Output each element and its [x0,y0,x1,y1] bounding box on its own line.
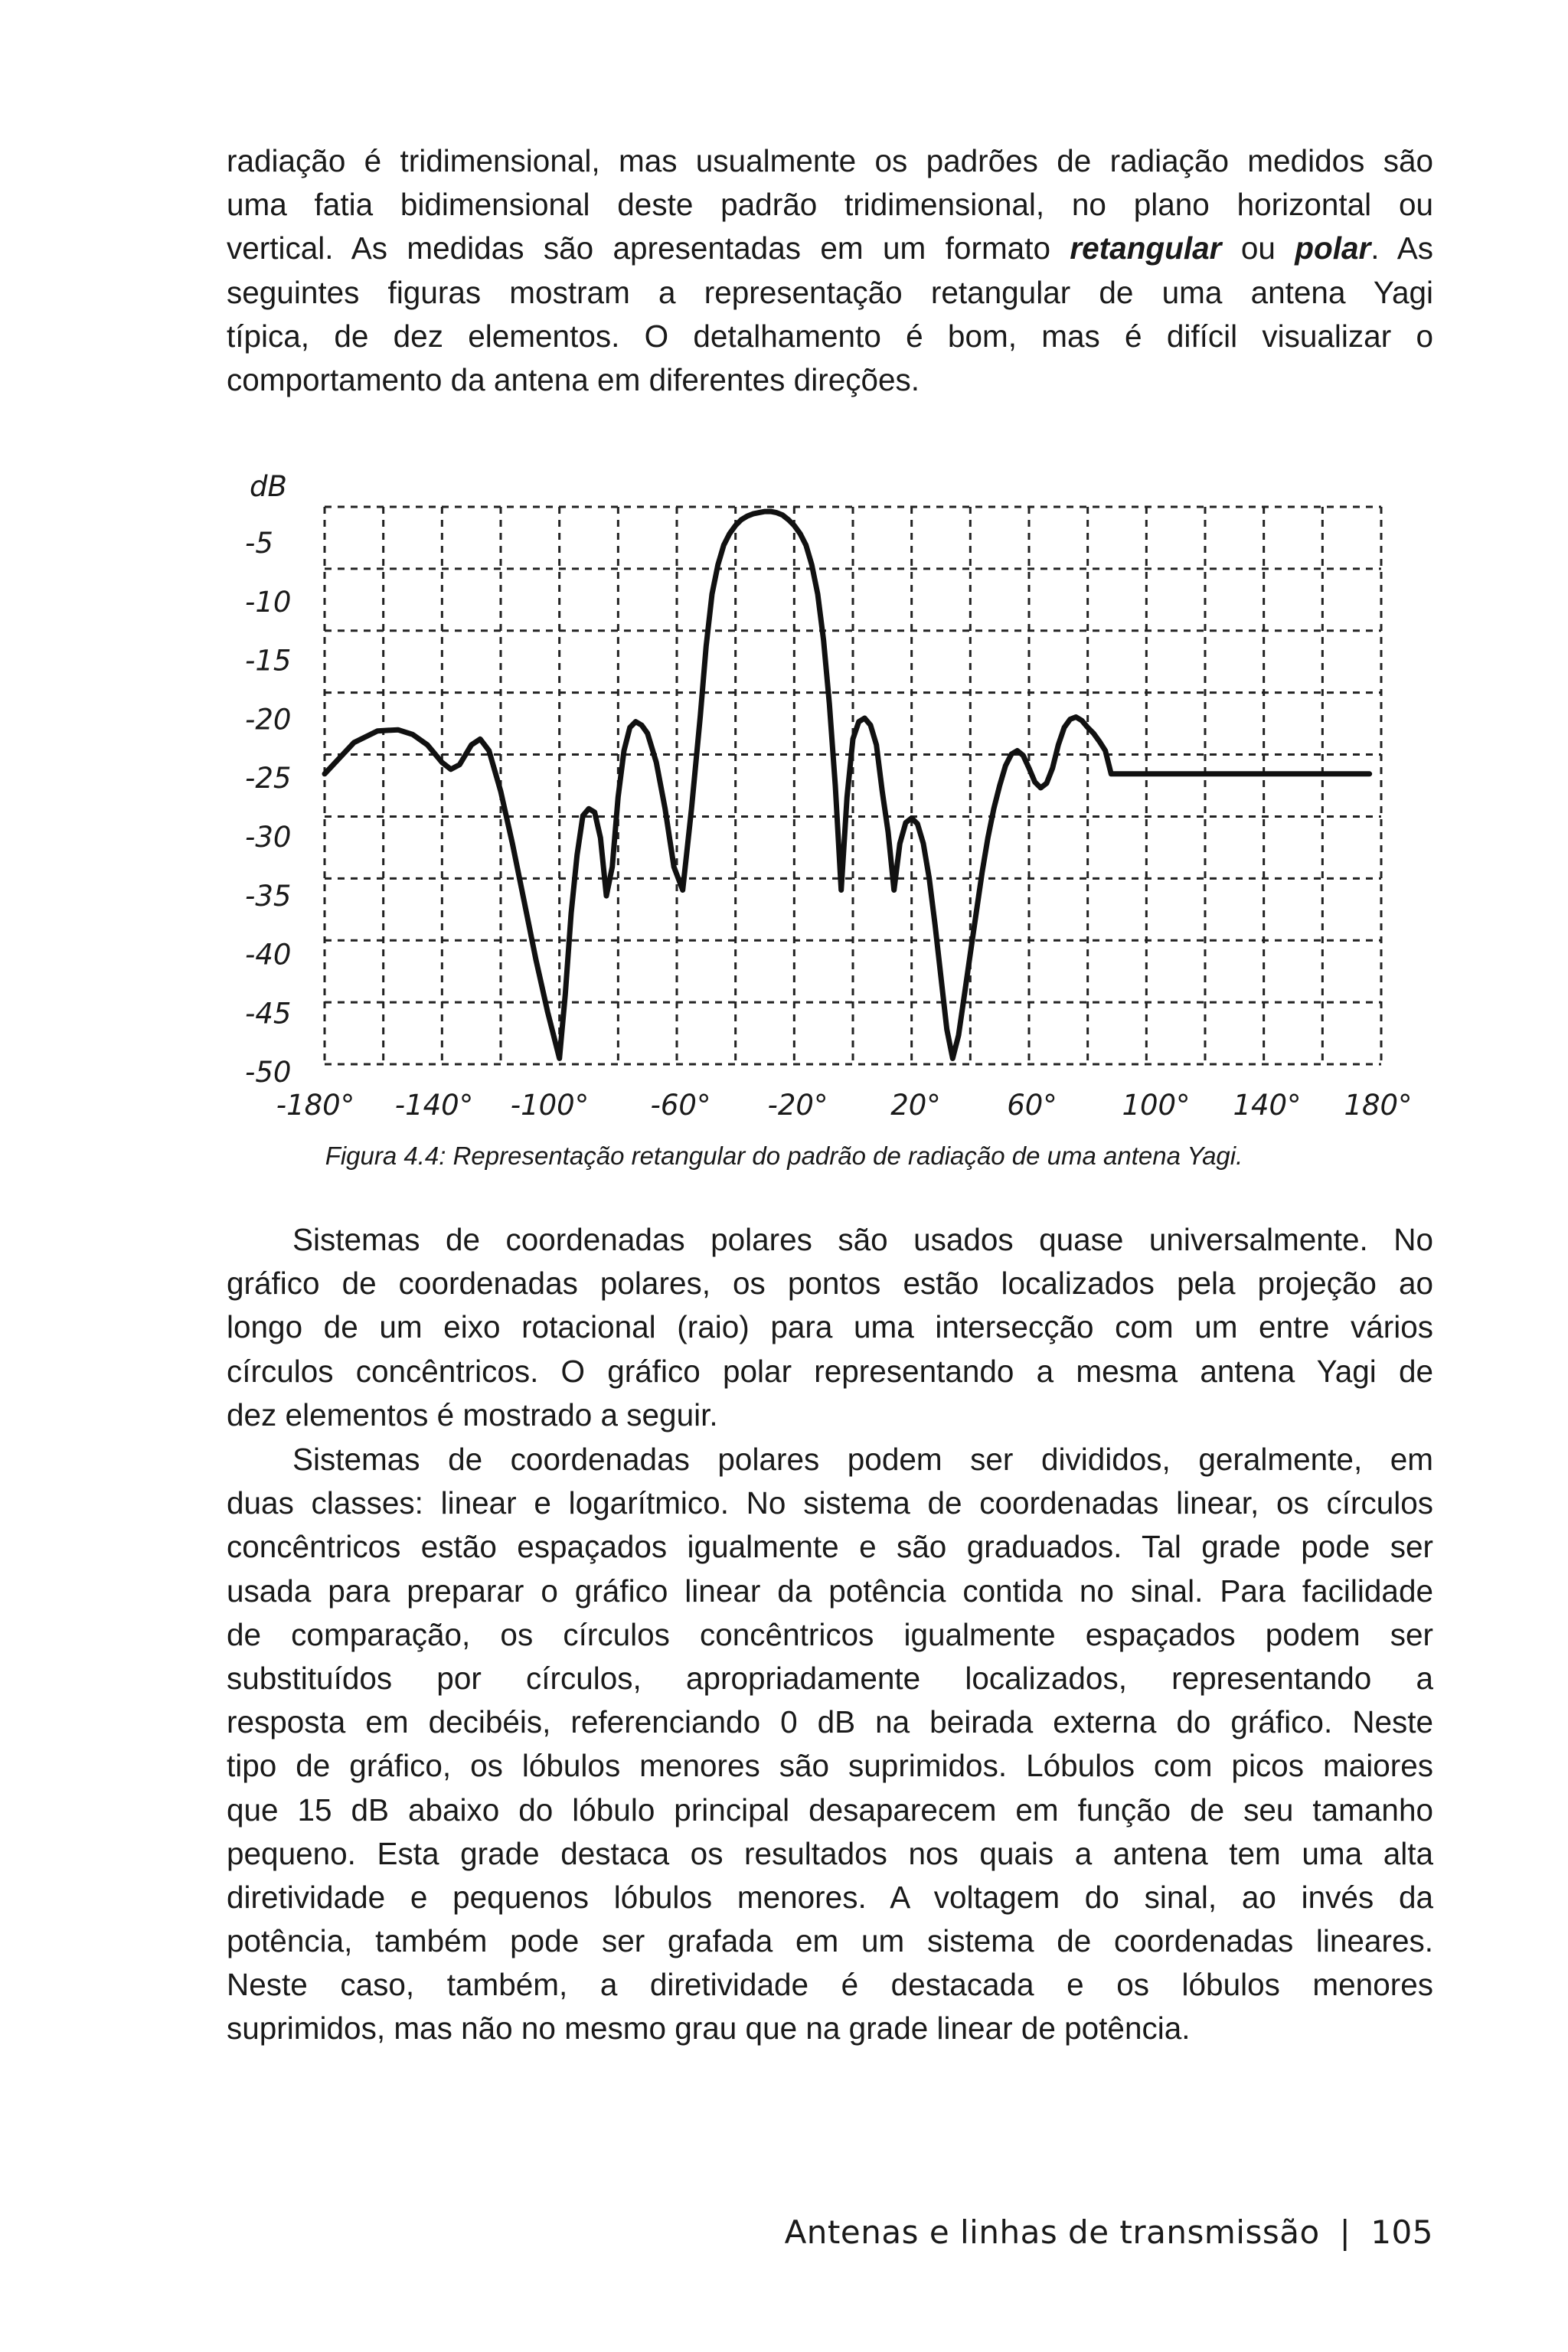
y-axis-labels [245,527,291,1089]
text-line: Sistemas de coordenadas polares são usados quase universalmente. No [292,1222,1433,1257]
text-line: tipo de gráfico, os lóbulos menores são suprimidos. Lóbulos com picos maiores [227,1748,1433,1784]
text-line: longo de um eixo rotacional (raio) para uma intersecção com um entre vários [227,1309,1433,1345]
text-line: uma fatia bidimensional deste padrão tridimensional, no plano horizontal ou [227,187,1433,223]
x-tick-label: 60° [1007,1089,1057,1122]
x-tick-label: -140° [394,1089,474,1122]
chart-series-line [325,511,1370,1058]
figure-caption: Figura 4.4: Representação retangular do padrão de radiação de uma antena Yagi. [325,1142,1243,1170]
x-axis-labels [276,1089,1413,1122]
x-tick-label: -20° [767,1089,828,1122]
y-axis-unit-label: dB [250,470,287,503]
y-tick-label: -25 [245,762,292,795]
y-tick-label: -30 [245,821,292,854]
x-tick-label: 20° [890,1089,941,1122]
x-tick-label: 180° [1344,1089,1413,1122]
x-tick-label: 140° [1233,1089,1302,1122]
y-tick-label: -20 [245,703,292,737]
text-line: substituídos por círculos, apropriadamente localizados, representando a [227,1660,1433,1696]
page-number: 105 [1370,2213,1433,2251]
x-tick-label: 100° [1122,1089,1191,1122]
text-line: que 15 dB abaixo do lóbulo principal desaparecem em função de seu tamanho [227,1792,1433,1828]
chart-grid [325,507,1381,1064]
y-tick-label: -40 [245,938,292,972]
page-footer [785,2213,1433,2252]
text-line: duas classes: linear e logarítmico. No sistema de coordenadas linear, os círculos [227,1485,1433,1521]
x-tick-label: -100° [510,1089,590,1122]
text-line-with-emphasis [227,227,1433,270]
text-line: suprimidos, mas não no mesmo grau que na grade linear de potência. [227,2011,1191,2047]
radiation-pattern-chart [230,459,1455,1133]
running-section-title: Antenas e linhas de transmissão [784,2213,1320,2251]
text-line: concêntricos estão espaçados igualmente e são graduados. Tal grade pode ser [227,1529,1433,1565]
text-line: círculos concêntricos. O gráfico polar representando a mesma antena Yagi de [227,1353,1433,1389]
text-line: usada para preparar o gráfico linear da potência contida no sinal. Para facilidade [227,1573,1433,1609]
y-tick-label: -50 [245,1056,292,1089]
x-tick-label: -180° [276,1089,355,1122]
y-tick-label: -5 [245,527,273,560]
paragraph-intro [227,139,1433,402]
y-tick-label: -45 [245,997,292,1031]
footer-separator: | [1339,2213,1351,2251]
text-run: ou [1221,230,1295,266]
text-run: . As [1370,230,1433,266]
text-line: comportamento da antena em diferentes direções. [227,361,920,397]
text-line: resposta em decibéis, referenciando 0 dB na beirada externa do gráfico. Neste [227,1704,1433,1740]
y-tick-label: -35 [245,879,292,913]
text-line: pequeno. Esta grade destaca os resultados nos quais a antena tem uma alta [227,1835,1433,1871]
text-line: gráfico de coordenadas polares, os pontos estão localizados pela projeção ao [227,1266,1433,1302]
y-tick-label: -10 [245,585,292,619]
text-line: Neste caso, também, a diretividade é destacada e os lóbulos menores [227,1967,1433,2003]
text-line: de comparação, os círculos concêntricos igualmente espaçados podem ser [227,1616,1433,1652]
paragraph-polar-coordinates [227,1218,1433,1437]
text-line: diretividade e pequenos lóbulos menores. A voltagem do sinal, ao invés da [227,1879,1433,1915]
emphasis-polar: polar [1295,230,1371,266]
emphasis-retangular: retangular [1070,230,1222,266]
text-line: seguintes figuras mostram a representação retangular de uma antena Yagi [227,274,1433,310]
x-tick-label: -60° [650,1089,711,1122]
text-line: potência, também pode ser grafada em um sistema de coordenadas lineares. [227,1923,1433,1959]
text-run: vertical. As medidas são apresentadas em um formato [227,230,1070,266]
text-line: dez elementos é mostrado a seguir. [227,1396,718,1432]
y-tick-label: -15 [245,644,292,678]
text-line: radiação é tridimensional, mas usualmente os padrões de radiação medidos são [227,143,1433,178]
text-line: Sistemas de coordenadas polares podem ser divididos, geralmente, em [292,1442,1433,1477]
paragraph-coordinate-classes [227,1438,1433,2051]
text-line: típica, de dez elementos. O detalhamento é bom, mas é difícil visualizar o [227,318,1433,354]
